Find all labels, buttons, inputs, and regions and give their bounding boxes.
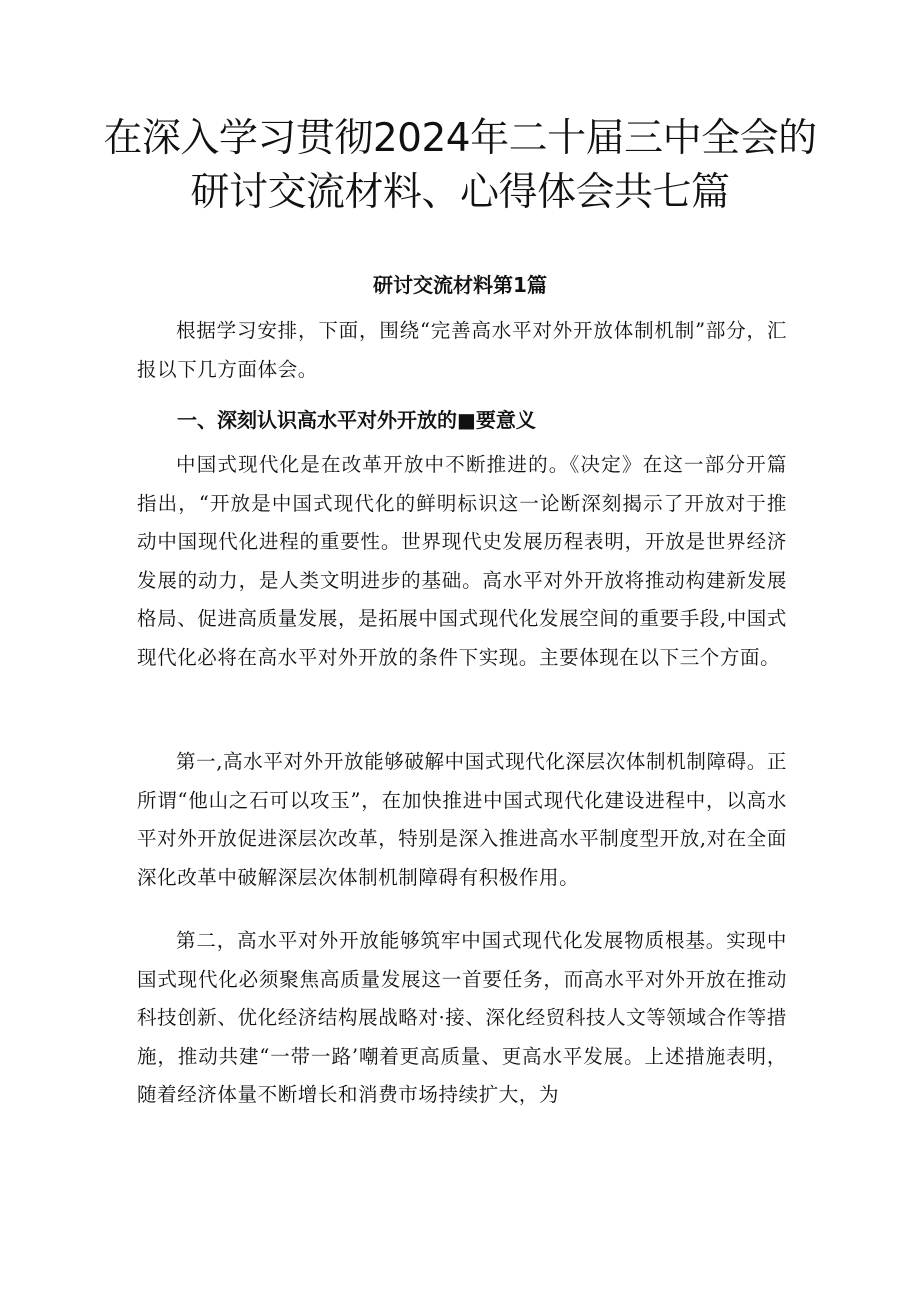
document-title-line-1: 在深入学习贯彻2024年二十届三中全会的 xyxy=(103,116,817,161)
paragraph-1: 中国式现代化是在改革开放中不断推进的。《决定》在这一部分开篇指出，“开放是中国式现代化的鲜明标识这一论断深刻揭示了开放对于推动中国现代化进程的重要性。世界现代史发展历程表明，开放是世界经济发展的动力，是人类文明进步的基础。高水平对外开放将推动构建新发展格局、促进高质量发展，是拓展中国式现代化发展空间的重要手段,中国式现代化必将在高水平对外开放的条件下实现。主要体现在以下三个方面。 xyxy=(137,453,787,669)
document-title-line-2: 研讨交流材料、心得体会共七篇 xyxy=(190,170,730,215)
paragraph-3: 第二，高水平对外开放能够筑牢中国式现代化发展物质根基。实现中国式现代化必须聚焦高质量发展这一首要任务，而高水平对外开放在推动科技创新、优化经济结构展战略对·接、深化经贸科技人文等领域合作等措施，推动共建“一带一路’嘲着更高质量、更高水平发展。上述措施表明，随着经济体量不断增长和消费市场持续扩大，为 xyxy=(137,929,787,1106)
section-title: 研讨交流材料第1篇 xyxy=(373,273,547,297)
heading-1: 一、深刻认识高水平对外开放的■要意义 xyxy=(177,408,536,432)
paragraph-2: 第一,高水平对外开放能够破解中国式现代化深层次体制机制障碍。正所谓“他山之石可以攻玉”，在加快推进中国式现代化建设进程中，以高水平对外开放促进深层次改革，特别是深入推进高水平制度型开放,对在全面深化改革中破解深层次体制机制障碍有积极作用。 xyxy=(137,750,787,889)
intro-paragraph: 根据学习安排，下面，围绕“完善高水平对外开放体制机制”部分，汇报以下几方面体会。 xyxy=(137,319,787,381)
document-title xyxy=(60,112,860,220)
